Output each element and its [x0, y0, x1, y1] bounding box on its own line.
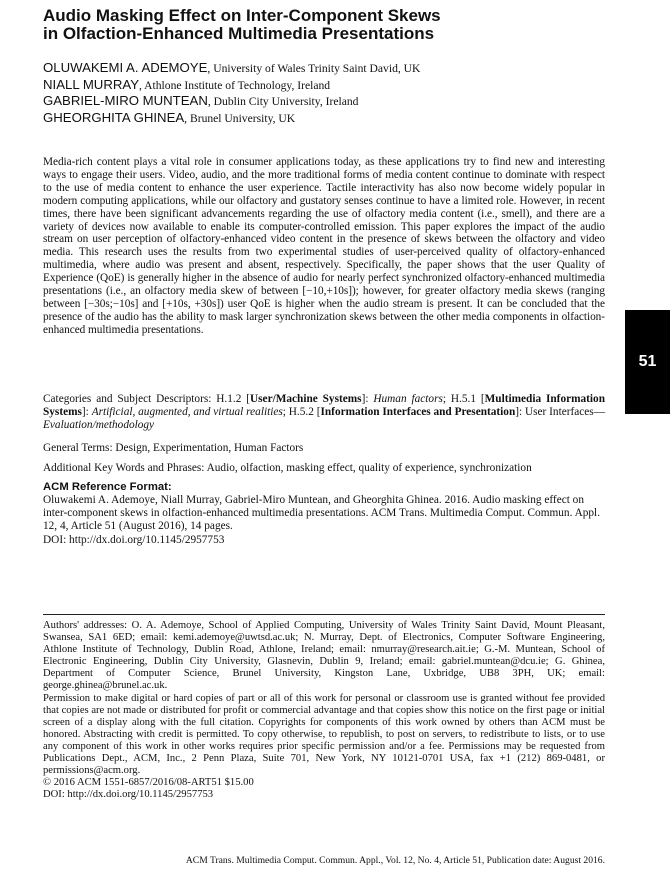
ccs-descriptors [43, 393, 605, 433]
paper-title-line-2: in Olfaction-Enhanced Multimedia Presentations [43, 24, 435, 43]
ccs-text: ; H.5.2 [ [282, 406, 321, 419]
ccs-category: Multimedia Information Systems [43, 393, 605, 419]
ccs-category: Information Interfaces and Presentation [320, 406, 516, 419]
footnote-divider [43, 614, 605, 615]
page-footer: ACM Trans. Multimedia Comput. Commun. Appl., Vol. 12, No. 4, Article 51, Publication date: August 2016. [185, 855, 605, 866]
acm-reference [43, 494, 605, 547]
ccs-text: ; H.5.1 [ [442, 393, 485, 405]
acm-reference-citation: Oluwakemi A. Ademoye, Niall Murray, Gabriel-Miro Muntean, and Gheorghita Ghinea. 2016. Audio masking effect on inter-component skews in olfaction-enhanced multimedia presentations. ACM Trans. Multimedia Comput. Commun. Appl. 12, 4, Article 51 (August 2016), 14 pages. [43, 494, 601, 533]
acm-reference-heading: ACM Reference Format: [43, 481, 172, 493]
author-entry [43, 93, 603, 110]
ccs-subject: Human factors [373, 393, 443, 405]
acm-reference-doi: DOI: http://dx.doi.org/10.1145/2957753 [43, 533, 225, 546]
ccs-text: Categories and Subject Descriptors: H.1.2 [ [43, 393, 250, 405]
footnotes [43, 620, 605, 801]
ccs-subject: Artificial, augmented, and virtual realities [91, 406, 283, 419]
keywords: Additional Key Words and Phrases: Audio, olfaction, masking effect, quality of experience, synchronization [43, 462, 532, 474]
paper-title [43, 7, 603, 43]
author-name: OLUWAKEMI A. ADEMOYE [43, 60, 208, 75]
authors-addresses: Authors' addresses: O. A. Ademoye, School of Applied Computing, University of Wales Trinity Saint David, Mount Pleasant, Swansea, SA1 6ED; email: kemi.ademoye@uwtsd.ac.uk; N. Murray, Dept. of Electronics, Computer Software Engineering, Athlone Institute of Technology, Dublin Road, Athlone, Ireland; email: nmurray@research.ait.ie; G.-M. Muntean, School of Electronic Engineering, Dublin City University, Glasnevin, Dublin 9, Ireland; email: gabriel.muntean@dcu.ie; G. Ghinea, Department of Computer Science, Brunel University, Kingston Lane, Uxbridge, UB8 3PH, UK; email: george.ghinea@brunel.ac.uk. [43, 620, 605, 692]
copyright-doi: DOI: http://dx.doi.org/10.1145/2957753 [43, 789, 214, 801]
author-name: GHEORGHITA GHINEA [43, 109, 185, 125]
ccs-category: User/Machine Systems [250, 393, 362, 405]
author-name: GABRIEL-MIRO MUNTEAN [43, 93, 208, 109]
author-entry [43, 77, 603, 94]
ccs-text: ]: [81, 406, 92, 419]
author-affiliation: , University of Wales Trinity Saint David, UK [207, 62, 421, 75]
ccs-subject: Evaluation/methodology [43, 419, 155, 432]
abstract: Media-rich content plays a vital role in consumer applications today, as these applications try to find new and interesting ways to engage their users. Video, audio, and the more traditional forms of media content continue to dominate with respect to the use of media content to enhance the user experience. Tactile interactivity has also now become widely popular in modern computing applications, while our olfactory and gustatory senses continue to have a limited role. However, in recent times, there have been significant advancements regarding the use of olfactory media content (i.e., smell), and there are a variety of devices now available to enable its computer-controlled emission. This paper explores the impact of the audio stream on user perception of olfactory-enhanced video content in the presence of skews between the olfactory and video media. This research uses the results from two experimental studies of user-perceived quality of olfactory-enhanced multimedia, where audio was present and absent, respectively. Specifically, the paper shows that the user Quality of Experience (QoE) is generally higher in the absence of audio for nearly perfect synchronized olfactory-enhanced multimedia presentations (i.e., an olfactory media skew of between [−10,+10s]); however, for greater olfactory media skews (ranging between [−30s;−10s] and [+10s, +30s]) user QoE is higher when the audio stream is present. It can be concluded that the presence of the audio has the ability to mask larger synchronization skews between the other media components in olfaction-enhanced multimedia presentations. [43, 156, 605, 336]
author-entry [43, 110, 603, 127]
ccs-text: ]: User Interfaces— [515, 406, 605, 419]
ccs-text: ]: [361, 393, 374, 405]
author-affiliation: , Brunel University, UK [184, 111, 296, 125]
author-affiliation: , Athlone Institute of Technology, Ireland [139, 78, 331, 92]
paper-title-line-1: Audio Masking Effect on Inter-Component Skews [43, 6, 441, 25]
general-terms: General Terms: Design, Experimentation, Human Factors [43, 442, 304, 454]
author-name: NIALL MURRAY [43, 76, 139, 92]
copyright-line: © 2016 ACM 1551-6857/2016/08-ART51 $15.00 [43, 777, 254, 789]
author-affiliation: , Dublin City University, Ireland [207, 95, 359, 109]
permission-notice: Permission to make digital or hard copies of part or all of this work for personal or classroom use is granted without fee provided that copies are not made or distributed for profit or commercial advantage and that copies show this notice on the first page or initial screen of a display along with the full citation. Copyrights for components of this work owned by others than ACM must be honored. Abstracting with credit is permitted. To copy otherwise, to republish, to post on servers, to redistribute to lists, or to use any component of this work in other works requires prior specific permission and/or a fee. Permissions may be requested from Publications Dept., ACM, Inc., 2 Penn Plaza, Suite 701, New York, NY 10121-0701 USA, fax +1 (212) 869-0481, or permissions@acm.org. [43, 692, 605, 777]
author-entry [43, 60, 603, 77]
author-list [43, 60, 603, 126]
page-number-tab: 51 [625, 310, 670, 414]
